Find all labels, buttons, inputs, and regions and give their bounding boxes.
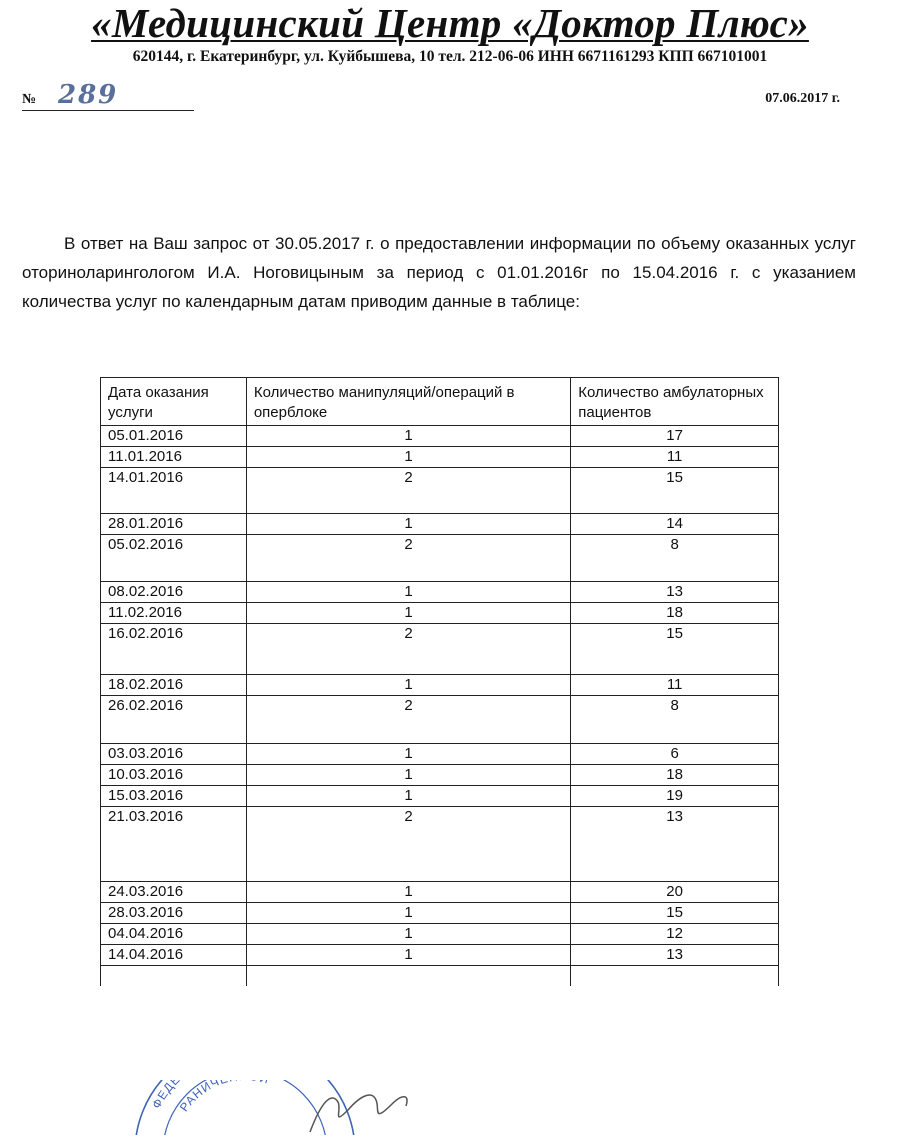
- cell-operations: 1: [246, 744, 570, 765]
- table-row: [101, 675, 779, 696]
- cell-date: 16.02.2016: [101, 624, 247, 675]
- cell-date: 05.01.2016: [101, 426, 247, 447]
- cell-date: 08.02.2016: [101, 582, 247, 603]
- table-row: [101, 744, 779, 765]
- cell-patients: 15: [571, 903, 779, 924]
- cell-patients: 13: [571, 807, 779, 882]
- cell-operations: 1: [246, 903, 570, 924]
- cell-operations: 1: [246, 924, 570, 945]
- services-table: [100, 377, 779, 986]
- table-row-empty: [101, 966, 779, 987]
- stamp-and-signature: [110, 1080, 430, 1135]
- cell-operations: 1: [246, 514, 570, 535]
- cell-date: 21.03.2016: [101, 807, 247, 882]
- cell-patients: 17: [571, 426, 779, 447]
- table-row: [101, 447, 779, 468]
- header-patients: Количество амбулаторных пациентов: [571, 378, 779, 426]
- cell-patients: 19: [571, 786, 779, 807]
- cell-operations: 1: [246, 426, 570, 447]
- table-row: [101, 535, 779, 582]
- cell-operations: 1: [246, 675, 570, 696]
- cell-date: 28.03.2016: [101, 903, 247, 924]
- cell-date: 03.03.2016: [101, 744, 247, 765]
- table-row: [101, 468, 779, 514]
- table-row: [101, 945, 779, 966]
- cell-date: 10.03.2016: [101, 765, 247, 786]
- cell-patients: 6: [571, 744, 779, 765]
- cell-operations: 1: [246, 945, 570, 966]
- stamp-seal: [110, 1080, 430, 1135]
- svg-text:РАНИЧЕННОЙ: [177, 1080, 271, 1114]
- stamp-text-inner: РАНИЧ: [176, 1080, 222, 1115]
- cell-patients: 15: [571, 624, 779, 675]
- table-row: [101, 903, 779, 924]
- cell-operations: 1: [246, 882, 570, 903]
- cell-patients: 8: [571, 535, 779, 582]
- cell-patients: 18: [571, 603, 779, 624]
- table-row: [101, 582, 779, 603]
- cell-operations: 1: [246, 603, 570, 624]
- table-row: [101, 624, 779, 675]
- cell-operations: 1: [246, 786, 570, 807]
- cell-date: 11.01.2016: [101, 447, 247, 468]
- org-address: 620144, г. Екатеринбург, ул. Куйбышева, 10 тел. 212-06-06 ИНН 6671161293 КПП 667101001: [132, 48, 768, 65]
- cell-patients: 11: [571, 447, 779, 468]
- table-row: [101, 603, 779, 624]
- cell-operations: 2: [246, 624, 570, 675]
- header-operations: Количество манипуляций/операций в оперблоке: [246, 378, 570, 426]
- document-date: 07.06.2017 г.: [765, 91, 840, 106]
- cell-date: 14.01.2016: [101, 468, 247, 514]
- org-title: «Медицинский Центр «Доктор Плюс»: [91, 0, 809, 46]
- cell-date: 15.03.2016: [101, 786, 247, 807]
- cell-operations: 2: [246, 696, 570, 744]
- table-row: [101, 786, 779, 807]
- number-sign: №: [22, 92, 37, 107]
- cell-date: 04.04.2016: [101, 924, 247, 945]
- table-row: [101, 882, 779, 903]
- cell-patients: 13: [571, 945, 779, 966]
- cell-date: 24.03.2016: [101, 882, 247, 903]
- signature-icon: [310, 1095, 407, 1132]
- cell-patients: 8: [571, 696, 779, 744]
- cell-patients: 11: [571, 675, 779, 696]
- cell-date: 14.04.2016: [101, 945, 247, 966]
- cell-patients: 14: [571, 514, 779, 535]
- body-paragraph: В ответ на Ваш запрос от 30.05.2017 г. о предоставлении информации по объему оказанных услуг оториноларингологом И.А. Ноговицыным за период с 01.01.2016г по 15.04.2016 г. с указанием количества услуг по календарным датам приводим данные в таблице:: [22, 234, 856, 311]
- cell-operations: 1: [246, 582, 570, 603]
- table-row: [101, 765, 779, 786]
- cell-patients: 13: [571, 582, 779, 603]
- cell-date: 28.01.2016: [101, 514, 247, 535]
- cell-date: 26.02.2016: [101, 696, 247, 744]
- table-row: [101, 426, 779, 447]
- cell-operations: 2: [246, 807, 570, 882]
- number-handwritten: 289: [58, 80, 119, 110]
- cell-date: 18.02.2016: [101, 675, 247, 696]
- cell-operations: 1: [246, 447, 570, 468]
- cell-operations: 1: [246, 765, 570, 786]
- table-row: [101, 514, 779, 535]
- cell-operations: 2: [246, 468, 570, 514]
- table-row: [101, 807, 779, 882]
- cell-patients: 18: [571, 765, 779, 786]
- header-date: Дата оказания услуги: [101, 378, 247, 426]
- table-row: [101, 696, 779, 744]
- cell-operations: 2: [246, 535, 570, 582]
- table-row: [101, 924, 779, 945]
- cell-date: 11.02.2016: [101, 603, 247, 624]
- cell-patients: 15: [571, 468, 779, 514]
- cell-patients: 12: [571, 924, 779, 945]
- stamp-text-outer: ФЕД: [149, 1080, 177, 1111]
- document-number: [22, 80, 194, 111]
- table-header-row: [101, 378, 779, 426]
- cell-date: 05.02.2016: [101, 535, 247, 582]
- cell-patients: 20: [571, 882, 779, 903]
